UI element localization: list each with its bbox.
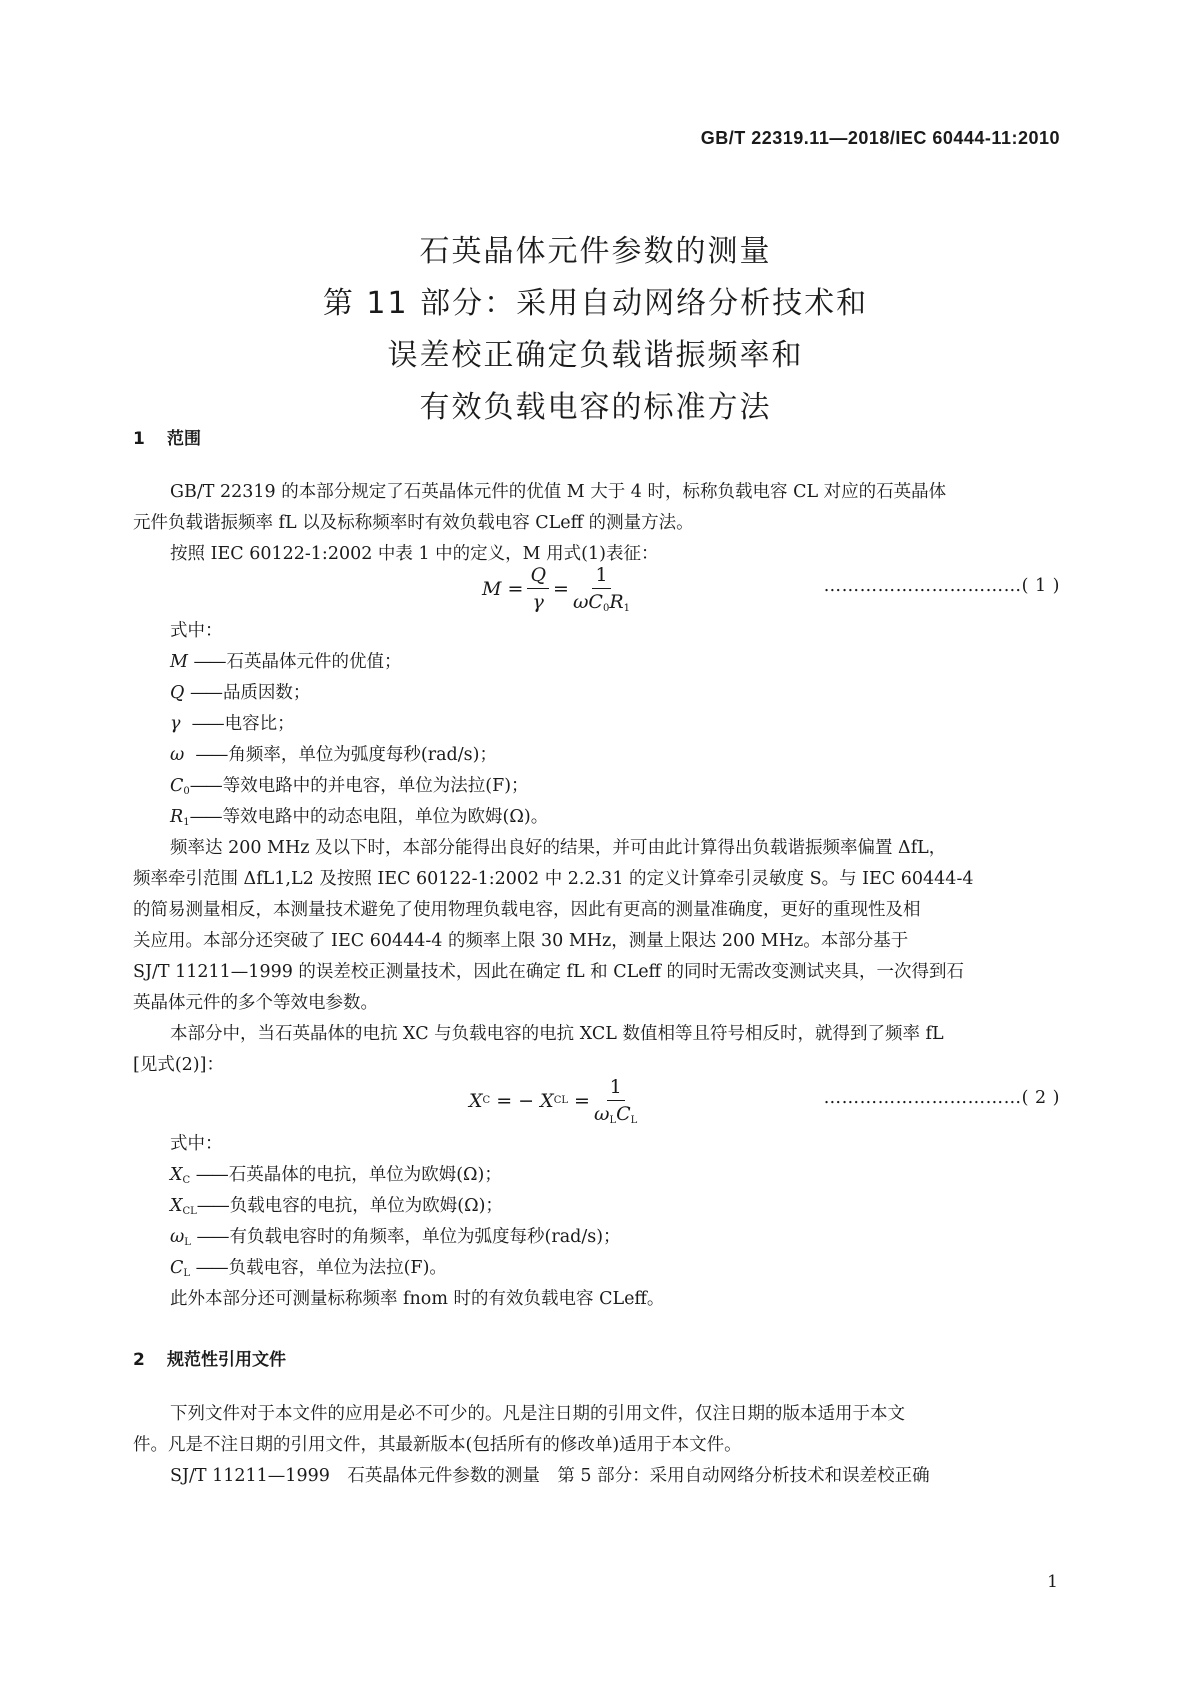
equation-number: ……………………………( 2 ) [823, 1088, 1060, 1108]
definition-item: Q —— 品质因数； [170, 683, 311, 703]
equation-1: M = $\frac{Q}{\gamma}$ = $\frac{1}{\omega C_0R_1}$ [482, 564, 631, 614]
paragraph-line: SJ/T 11211—1999 的误差校正测量技术，因此在确定 fL 和 CLeff 的同时无需改变测试夹具，一次得到石 [133, 962, 965, 982]
paragraph-line: 的简易测量相反，本测量技术避免了使用物理负载电容，因此有更高的测量准确度，更好的重现性及相 [133, 900, 921, 920]
paragraph-line: 关应用。本部分还突破了 IEC 60444-4 的频率上限 30 MHz，测量上限达 200 MHz。本部分基于 [133, 931, 909, 951]
section-number: 1 [133, 429, 145, 449]
definition-item: $C_L$ —— 负载电容，单位为法拉(F)。 [170, 1258, 447, 1279]
equation-number: ……………………………( 1 ) [823, 576, 1060, 596]
reference-item: SJ/T 11211—1999 石英晶体元件参数的测量 第 5 部分：采用自动网络分析技术和误差校正确 [170, 1466, 930, 1486]
paragraph-line: 件。凡是不注日期的引用文件，其最新版本(包括所有的修改单)适用于本文件。 [133, 1435, 742, 1455]
definition-item: $\omega_L$ —— 有负载电容时的角频率，单位为弧度每秒(rad/s)； [170, 1227, 621, 1248]
paragraph-line: [见式(2)]： [133, 1055, 224, 1075]
paragraph-line: 按照 IEC 60122-1:2002 中表 1 中的定义，M 用式(1)表征： [170, 544, 659, 564]
definition-item: $X_C$ —— 石英晶体的电抗，单位为欧姆(Ω)； [170, 1165, 502, 1186]
section-title: 范围 [167, 429, 201, 449]
section-1-heading [133, 424, 201, 449]
definition-item: $X_{CL}——$ 负载电容的电抗，单位为欧姆(Ω)； [170, 1196, 503, 1217]
standard-header: GB/T 22319.11—2018/IEC 60444-11:2010 [700, 128, 1060, 148]
paragraph-line: 元件负载谐振频率 fL 以及标称频率时有效负载电容 CLeff 的测量方法。 [133, 513, 694, 533]
equation-2: X C = − X CL = $\frac{1}{\omega_LC_L}$ [469, 1076, 638, 1126]
paragraph-line: GB/T 22319 的本部分规定了石英晶体元件的优值 M 大于 4 时，标称负载电容 CL 对应的石英晶体 [170, 482, 947, 502]
paragraph-line: 此外本部分还可测量标称频率 fnom 时的有效负载电容 CLeff。 [170, 1289, 665, 1309]
section-2-heading [133, 1345, 286, 1370]
paragraph-line: 英晶体元件的多个等效电参数。 [133, 993, 378, 1013]
paragraph-line: 本部分中，当石英晶体的电抗 XC 与负载电容的电抗 XCL 数值相等且符号相反时，就得到了频率 fL [170, 1024, 944, 1044]
where-label: 式中： [170, 621, 223, 641]
paragraph-line: 下列文件对于本文件的应用是必不可少的。凡是注日期的引用文件，仅注日期的版本适用于本文 [170, 1404, 905, 1424]
document-title [0, 226, 1191, 434]
title-line-4: 有效负载电容的标准方法 [419, 390, 772, 425]
title-line-3: 误差校正确定负载谐振频率和 [387, 338, 804, 373]
title-line-2: 第 11 部分：采用自动网络分析技术和 [322, 286, 869, 321]
paragraph-line: 频率达 200 MHz 及以下时，本部分能得出良好的结果，并可由此计算得出负载谐振频率偏置 ΔfL， [170, 838, 947, 858]
definition-item: $R_1——$ 等效电路中的动态电阻，单位为欧姆(Ω)。 [170, 807, 549, 828]
section-title: 规范性引用文件 [167, 1350, 286, 1370]
where-label: 式中： [170, 1134, 223, 1154]
definition-item: $C_0——$ 等效电路中的并电容，单位为法拉(F)； [170, 776, 529, 797]
paragraph-line: 频率牵引范围 ΔfL1,L2 及按照 IEC 60122-1:2002 中 2.2.31 的定义计算牵引灵敏度 S。与 IEC 60444-4 [133, 869, 974, 889]
definition-item: γ —— 电容比； [170, 714, 295, 734]
page-number: 1 [1047, 1572, 1058, 1592]
definition-item: M —— 石英晶体元件的优值； [170, 652, 402, 672]
definition-item: ω —— 角频率，单位为弧度每秒(rad/s)； [170, 745, 497, 765]
title-line-1: 石英晶体元件参数的测量 [419, 234, 772, 269]
section-number: 2 [133, 1350, 145, 1370]
